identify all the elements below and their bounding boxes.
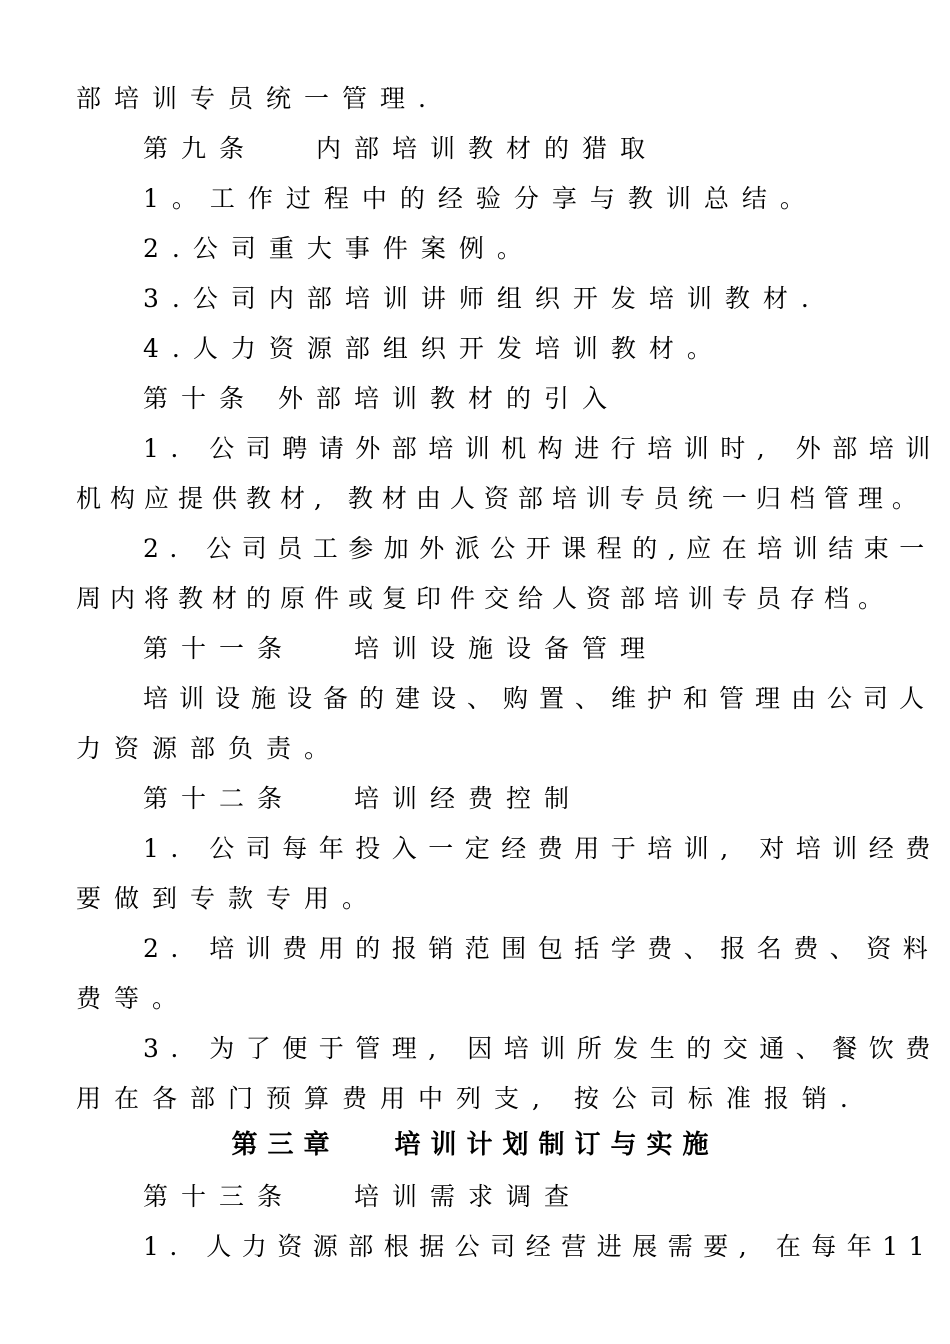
list-item: 1. 公司聘请外部培训机构进行培训时, 外部培训: [143, 434, 942, 463]
list-item: 2. 公司员工参加外派公开课程的,应在培训结束一: [143, 534, 935, 563]
chapter-heading: 第三章 培训计划制订与实施: [231, 1130, 719, 1160]
text-line: 要做到专款专用。: [76, 884, 381, 913]
list-item: 2. 培训费用的报销范围包括学费、报名费、资料: [143, 934, 940, 963]
list-item: 3. 为了便于管理, 因培训所发生的交通、餐饮费: [143, 1034, 942, 1063]
text-line: 培训设施设备的建设、购置、维护和管理由公司人: [143, 684, 936, 713]
article-heading: 第九条 内部培训教材的猎取: [143, 134, 658, 163]
article-heading: 第十二条 培训经费控制: [143, 784, 582, 813]
text-line: 部培训专员统一管理.: [76, 84, 439, 113]
list-item: 1。工作过程中的经验分享与教训总结。: [143, 184, 818, 213]
article-heading: 第十一条 培训设施设备管理: [143, 634, 658, 663]
list-item: 1. 公司每年投入一定经费用于培训, 对培训经费: [143, 834, 942, 863]
list-item: 1. 人力资源部根据公司经营进展需要, 在每年11: [143, 1232, 936, 1261]
list-item: 3.公司内部培训讲师组织开发培训教材.: [143, 284, 822, 313]
text-line: 力资源部负责。: [76, 734, 343, 763]
text-line: 用在各部门预算费用中列支, 按公司标准报销.: [76, 1084, 861, 1113]
text-line: 周内将教材的原件或复印件交给人资部培训专员存档。: [76, 584, 893, 613]
list-item: 4.人力资源部组织开发培训教材。: [143, 334, 725, 363]
article-heading: 第十三条 培训需求调查: [143, 1182, 582, 1211]
text-line: 费等。: [76, 984, 191, 1013]
list-item: 2.公司重大事件案例。: [143, 234, 535, 263]
article-heading: 第十条 外部培训教材的引入: [143, 384, 620, 413]
text-line: 机构应提供教材, 教材由人资部培训专员统一归档管理。: [76, 484, 926, 513]
